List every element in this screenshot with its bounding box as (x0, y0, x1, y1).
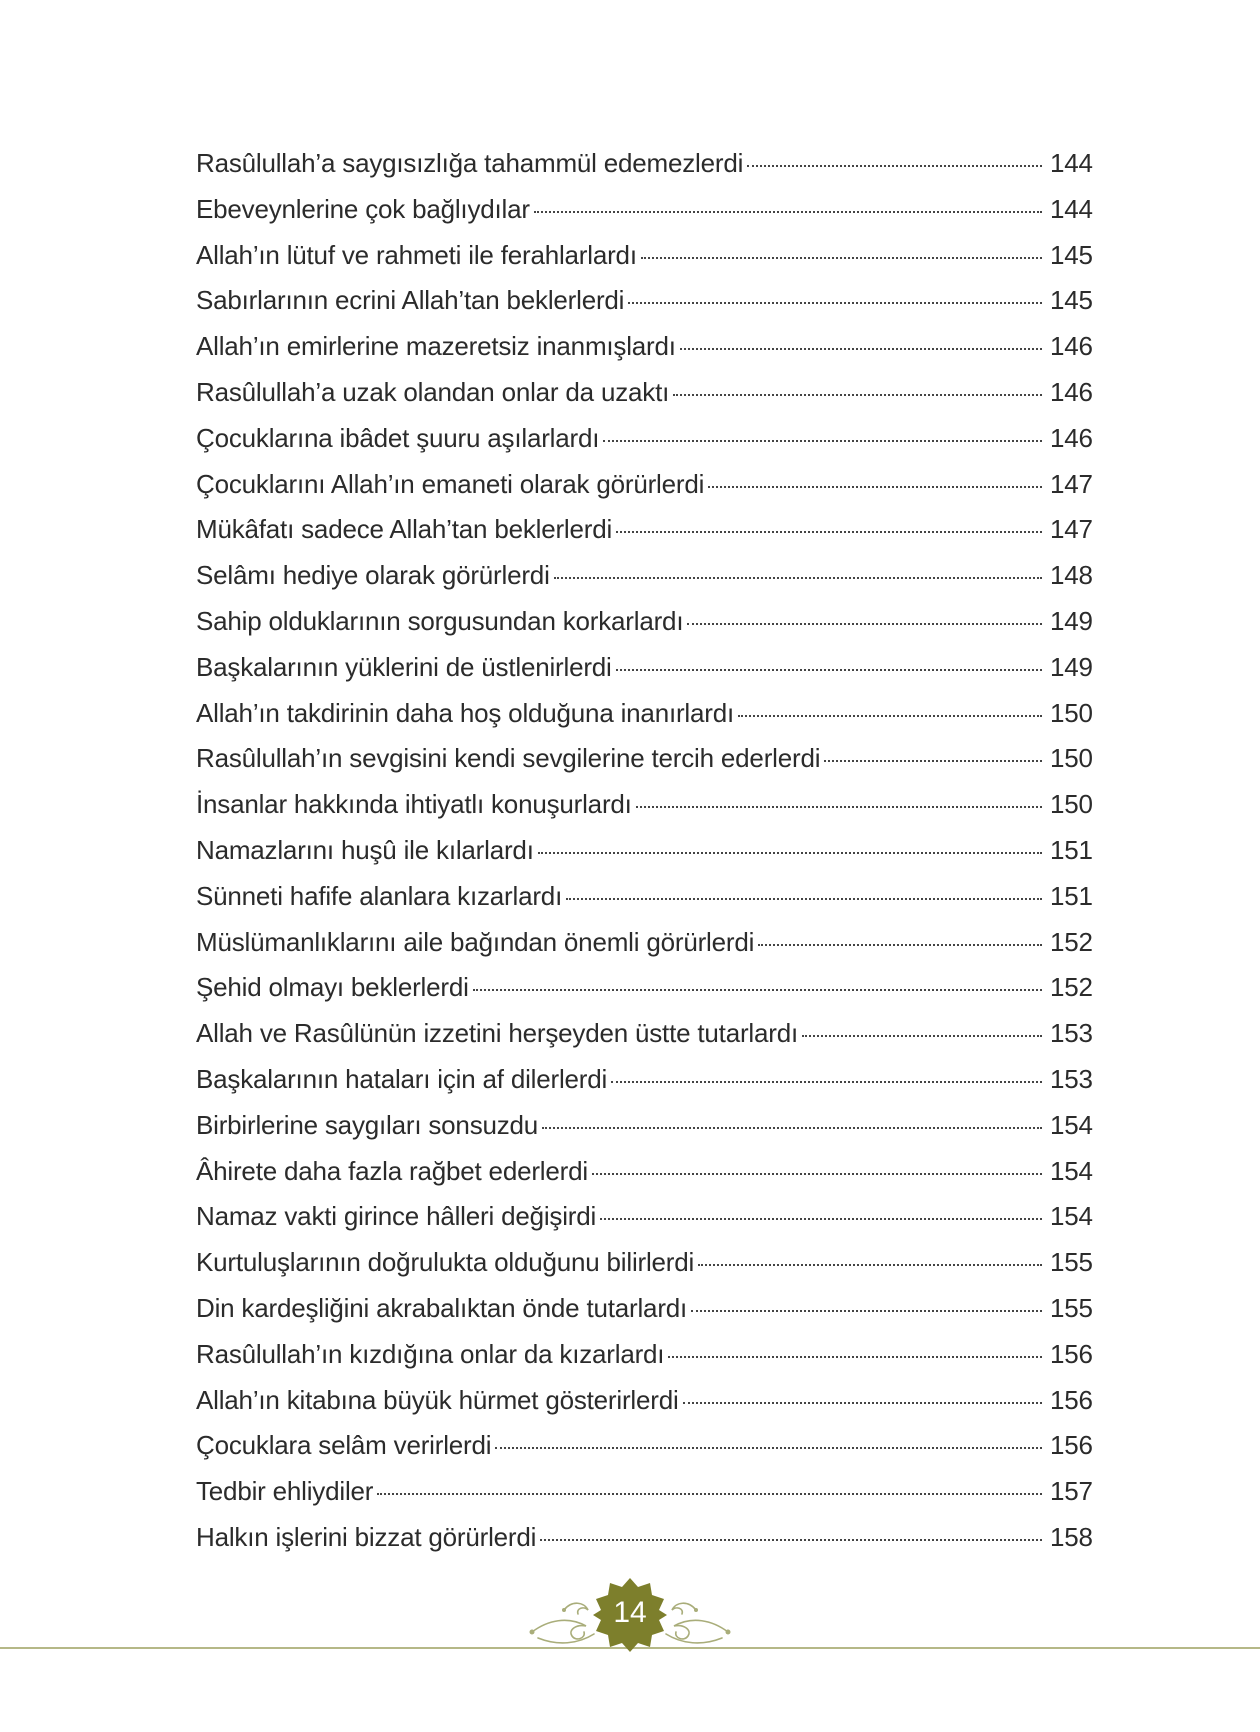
dot-leader (554, 577, 1042, 579)
toc-entry-title: Müslümanlıklarını aile bağından önemli görürlerdi (196, 926, 755, 957)
toc-entry-title: Allah’ın kitabına büyük hürmet gösterirlerdi (196, 1384, 679, 1415)
toc-entry-page: 146 (1050, 376, 1093, 407)
toc-entry-page: 147 (1050, 514, 1093, 545)
dot-leader (636, 806, 1042, 808)
toc-entry[interactable] (196, 148, 1096, 194)
toc-entry-title: Allah ve Rasûlünün izzetini herşeyden üstte tutarlardı (196, 1018, 798, 1049)
table-of-contents (196, 148, 1096, 1568)
toc-entry[interactable] (196, 606, 1096, 652)
toc-entry-title: Selâmı hediye olarak görürlerdi (196, 560, 550, 591)
dot-leader (611, 1081, 1042, 1083)
toc-entry-page: 146 (1050, 331, 1093, 362)
toc-entry-page: 156 (1050, 1384, 1093, 1415)
toc-entry[interactable] (196, 927, 1096, 973)
toc-entry[interactable] (196, 789, 1096, 835)
toc-entry-title: Allah’ın lütuf ve rahmeti ile ferahlarlardı (196, 239, 637, 270)
dot-leader (747, 165, 1042, 167)
toc-entry-title: Sünneti hafife alanlara kızarlardı (196, 880, 563, 911)
toc-entry[interactable] (196, 881, 1096, 927)
toc-entry-title: Çocuklarına ibâdet şuuru aşılarlardı (196, 422, 600, 453)
toc-entry[interactable] (196, 835, 1096, 881)
toc-entry-title: Şehid olmayı beklerlerdi (196, 972, 469, 1003)
toc-entry-page: 147 (1050, 468, 1093, 499)
toc-entry[interactable] (196, 1385, 1096, 1431)
toc-entry-title: Mükâfatı sadece Allah’tan beklerlerdi (196, 514, 613, 545)
dot-leader (758, 944, 1042, 946)
toc-entry-title: Din kardeşliğini akrabalıktan önde tutarlardı (196, 1292, 688, 1323)
toc-entry-title: Kurtuluşlarının doğrulukta olduğunu bilirlerdi (196, 1247, 695, 1278)
toc-entry[interactable] (196, 423, 1096, 469)
toc-entry[interactable] (196, 1201, 1096, 1247)
toc-entry-page: 145 (1050, 285, 1093, 316)
toc-entry-page: 150 (1050, 743, 1093, 774)
toc-entry-title: Namaz vakti girince hâlleri değişirdi (196, 1201, 597, 1232)
toc-entry-page: 144 (1050, 148, 1093, 178)
toc-entry[interactable] (196, 1476, 1096, 1522)
toc-entry[interactable] (196, 1064, 1096, 1110)
dot-leader (802, 1035, 1042, 1037)
toc-entry-page: 156 (1050, 1430, 1093, 1461)
toc-entry[interactable] (196, 1156, 1096, 1202)
toc-entry[interactable] (196, 972, 1096, 1018)
toc-entry-page: 156 (1050, 1338, 1093, 1369)
toc-entry-title: Namazlarını huşû ile kılarlardı (196, 834, 534, 865)
toc-entry-title: Allah’ın takdirinin daha hoş olduğuna inanırlardı (196, 697, 735, 728)
toc-entry-page: 155 (1050, 1247, 1093, 1278)
dot-leader (495, 1447, 1042, 1449)
dot-leader (534, 211, 1042, 213)
toc-entry[interactable] (196, 1018, 1096, 1064)
dot-leader (473, 989, 1042, 991)
dot-leader (377, 1493, 1042, 1495)
toc-entry[interactable] (196, 743, 1096, 789)
dot-leader (680, 348, 1042, 350)
toc-entry-page: 151 (1050, 880, 1093, 911)
dot-leader (592, 1173, 1042, 1175)
toc-entry[interactable] (196, 1522, 1096, 1568)
dot-leader (687, 623, 1042, 625)
toc-entry[interactable] (196, 469, 1096, 515)
toc-entry-title: Rasûlullah’ın sevgisini kendi sevgilerine tercih ederlerdi (196, 743, 821, 774)
dot-leader (691, 1310, 1042, 1312)
toc-entry[interactable] (196, 514, 1096, 560)
toc-entry[interactable] (196, 1293, 1096, 1339)
toc-entry-title: İnsanlar hakkında ihtiyatlı konuşurlardı (196, 789, 632, 820)
dot-leader (540, 1539, 1042, 1541)
toc-entry[interactable] (196, 652, 1096, 698)
toc-entry-page: 146 (1050, 422, 1093, 453)
toc-entry-page: 144 (1050, 193, 1093, 224)
dot-leader (824, 760, 1042, 762)
dot-leader (708, 486, 1042, 488)
toc-entry-page: 157 (1050, 1476, 1093, 1507)
toc-entry-page: 155 (1050, 1292, 1093, 1323)
toc-entry-page: 154 (1050, 1109, 1093, 1140)
toc-entry-title: Başkalarının yüklerini de üstlenirlerdi (196, 651, 612, 682)
dot-leader (641, 257, 1042, 259)
toc-entry-title: Sahip olduklarının sorgusundan korkarlardı (196, 605, 684, 636)
toc-entry-title: Çocuklarını Allah’ın emaneti olarak görürlerdi (196, 468, 705, 499)
toc-entry-page: 149 (1050, 651, 1093, 682)
dot-leader (668, 1356, 1042, 1358)
toc-entry-page: 150 (1050, 697, 1093, 728)
dot-leader (616, 531, 1042, 533)
dot-leader (628, 302, 1042, 304)
toc-entry-page: 158 (1050, 1521, 1093, 1552)
dot-leader (616, 669, 1042, 671)
toc-entry[interactable] (196, 1110, 1096, 1156)
dot-leader (538, 852, 1042, 854)
toc-entry[interactable] (196, 240, 1096, 286)
dot-leader (542, 1127, 1042, 1129)
toc-entry-title: Tedbir ehliydiler (196, 1476, 374, 1507)
toc-entry-page: 148 (1050, 560, 1093, 591)
toc-entry-page: 153 (1050, 1018, 1093, 1049)
toc-entry[interactable] (196, 331, 1096, 377)
toc-entry-title: Rasûlullah’ın kızdığına onlar da kızarlardı (196, 1338, 665, 1369)
toc-entry-page: 151 (1050, 834, 1093, 865)
toc-entry-page: 152 (1050, 926, 1093, 957)
toc-entry-title: Çocuklara selâm verirlerdi (196, 1430, 492, 1461)
toc-entry-title: Başkalarının hataları için af dilerlerdi (196, 1063, 608, 1094)
toc-entry-page: 153 (1050, 1063, 1093, 1094)
toc-entry[interactable] (196, 377, 1096, 423)
toc-entry-page: 154 (1050, 1201, 1093, 1232)
toc-entry-title: Rasûlullah’a uzak olandan onlar da uzaktı (196, 376, 670, 407)
toc-entry[interactable] (196, 1247, 1096, 1293)
toc-entry[interactable] (196, 698, 1096, 744)
toc-entry-page: 150 (1050, 789, 1093, 820)
toc-entry-title: Birbirlerine saygıları sonsuzdu (196, 1109, 539, 1140)
toc-entry-title: Ebeveynlerine çok bağlıydılar (196, 193, 530, 224)
toc-entry-page: 154 (1050, 1155, 1093, 1186)
toc-entry-title: Rasûlullah’a saygısızlığa tahammül edemezlerdi (196, 148, 744, 178)
dot-leader (698, 1264, 1042, 1266)
toc-entry-page: 145 (1050, 239, 1093, 270)
dot-leader (600, 1218, 1042, 1220)
dot-leader (603, 440, 1042, 442)
toc-entry-title: Allah’ın emirlerine mazeretsiz inanmışlardı (196, 331, 676, 362)
toc-entry[interactable] (196, 1339, 1096, 1385)
toc-entry[interactable] (196, 194, 1096, 240)
toc-entry-page: 149 (1050, 605, 1093, 636)
toc-entry[interactable] (196, 1430, 1096, 1476)
toc-entry[interactable] (196, 560, 1096, 606)
toc-entry-title: Halkın işlerini bizzat görürlerdi (196, 1521, 537, 1552)
page-number: 14 (613, 1596, 647, 1629)
toc-entry-title: Sabırlarının ecrini Allah’tan beklerlerdi (196, 285, 625, 316)
dot-leader (738, 715, 1042, 717)
dot-leader (683, 1402, 1042, 1404)
toc-entry-page: 152 (1050, 972, 1093, 1003)
dot-leader (673, 394, 1042, 396)
toc-entry-title: Âhirete daha fazla rağbet ederlerdi (196, 1155, 588, 1186)
toc-entry[interactable] (196, 285, 1096, 331)
dot-leader (566, 898, 1042, 900)
